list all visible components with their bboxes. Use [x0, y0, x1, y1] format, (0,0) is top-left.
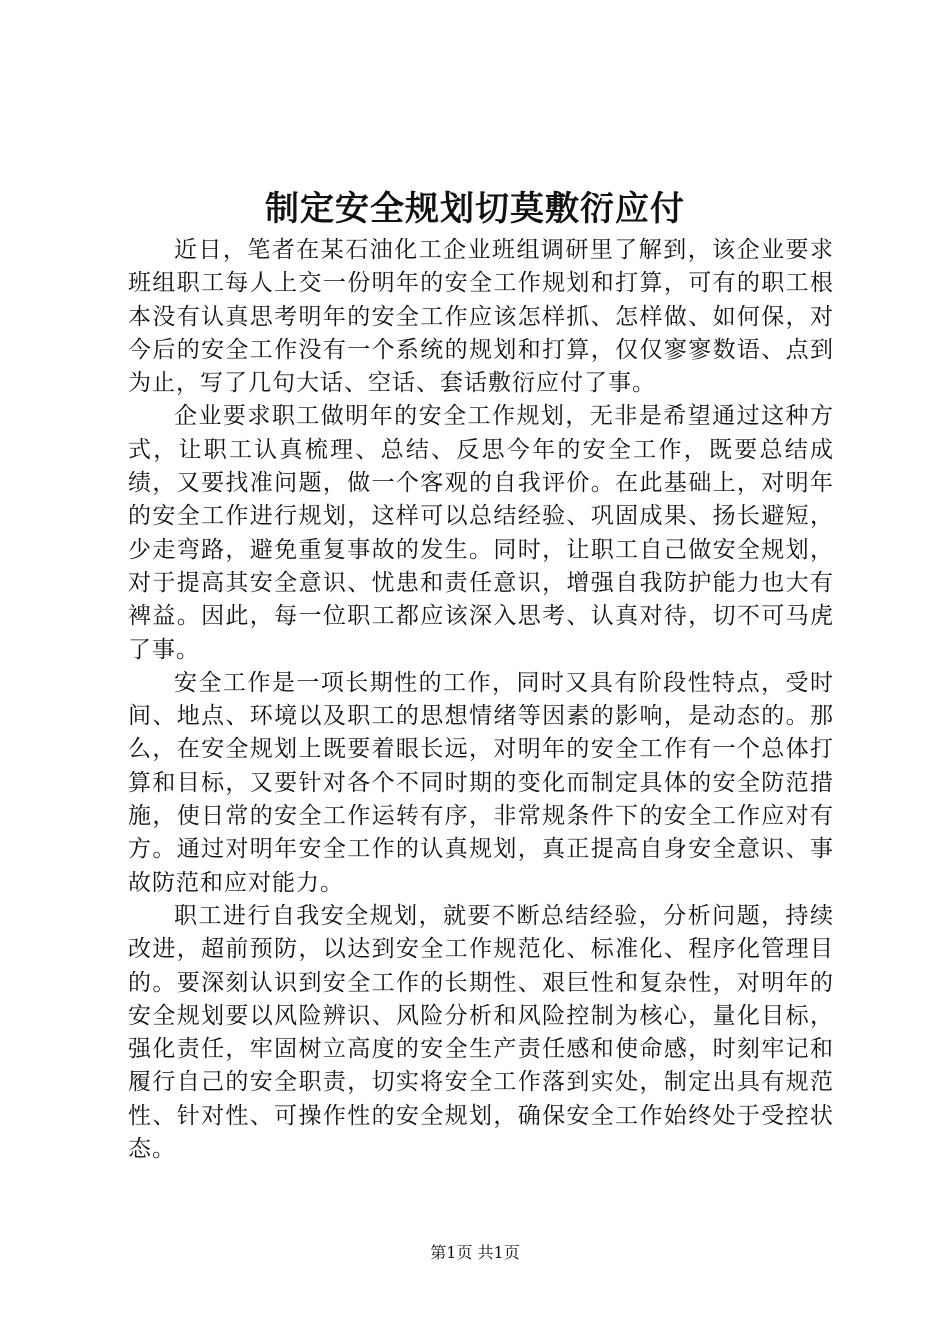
page-footer: 第1页 共1页	[430, 1243, 520, 1262]
document-body	[128, 234, 834, 1166]
document-title: 制定安全规划切莫敷衍应付	[265, 189, 685, 229]
paragraph-2: 企业要求职工做明年的安全工作规划，无非是希望通过这种方式，让职工认真梳理、总结、反思今年的安全工作，既要总结成绩，又要找准问题，做一个客观的自我评价。在此基础上，对明年的安全工作进行规划，这样可以总结经验、巩固成果、扬长避短，少走弯路，避免重复事故的发生。同时，让职工自己做安全规划，对于提高其安全意识、忧患和责任意识，增强自我防护能力也大有裨益。因此，每一位职工都应该深入思考、认真对待，切不可马虎了事。	[128, 403, 834, 663]
paragraph-4: 职工进行自我安全规划，就要不断总结经验，分析问题，持续改进，超前预防，以达到安全工作规范化、标准化、程序化管理目的。要深刻认识到安全工作的长期性、艰巨性和复杂性，对明年的安全规划要以风险辨识、风险分析和风险控制为核心，量化目标，强化责任，牢固树立高度的安全生产责任感和使命感，时刻牢记和履行自己的安全职责，切实将安全工作落到实处，制定出具有规范性、针对性、可操作性的安全规划，确保安全工作始终处于受控状态。	[128, 902, 834, 1163]
paragraph-1: 近日，笔者在某石油化工企业班组调研里了解到，该企业要求班组职工每人上交一份明年的安全工作规划和打算，可有的职工根本没有认真思考明年的安全工作应该怎样抓、怎样做、如何保，对今后的安全工作没有一个系统的规划和打算，仅仅寥寥数语、点到为止，写了几句大话、空话、套话敷衍应付了事。	[128, 237, 834, 397]
paragraph-3: 安全工作是一项长期性的工作，同时又具有阶段性特点，受时间、地点、环境以及职工的思想情绪等因素的影响，是动态的。那么，在安全规划上既要着眼长远，对明年的安全工作有一个总体打算和目标，又要针对各个不同时期的变化而制定具体的安全防范措施，使日常的安全工作运转有序，非常规条件下的安全工作应对有方。通过对明年安全工作的认真规划，真正提高自身安全意识、事故防范和应对能力。	[128, 669, 834, 896]
